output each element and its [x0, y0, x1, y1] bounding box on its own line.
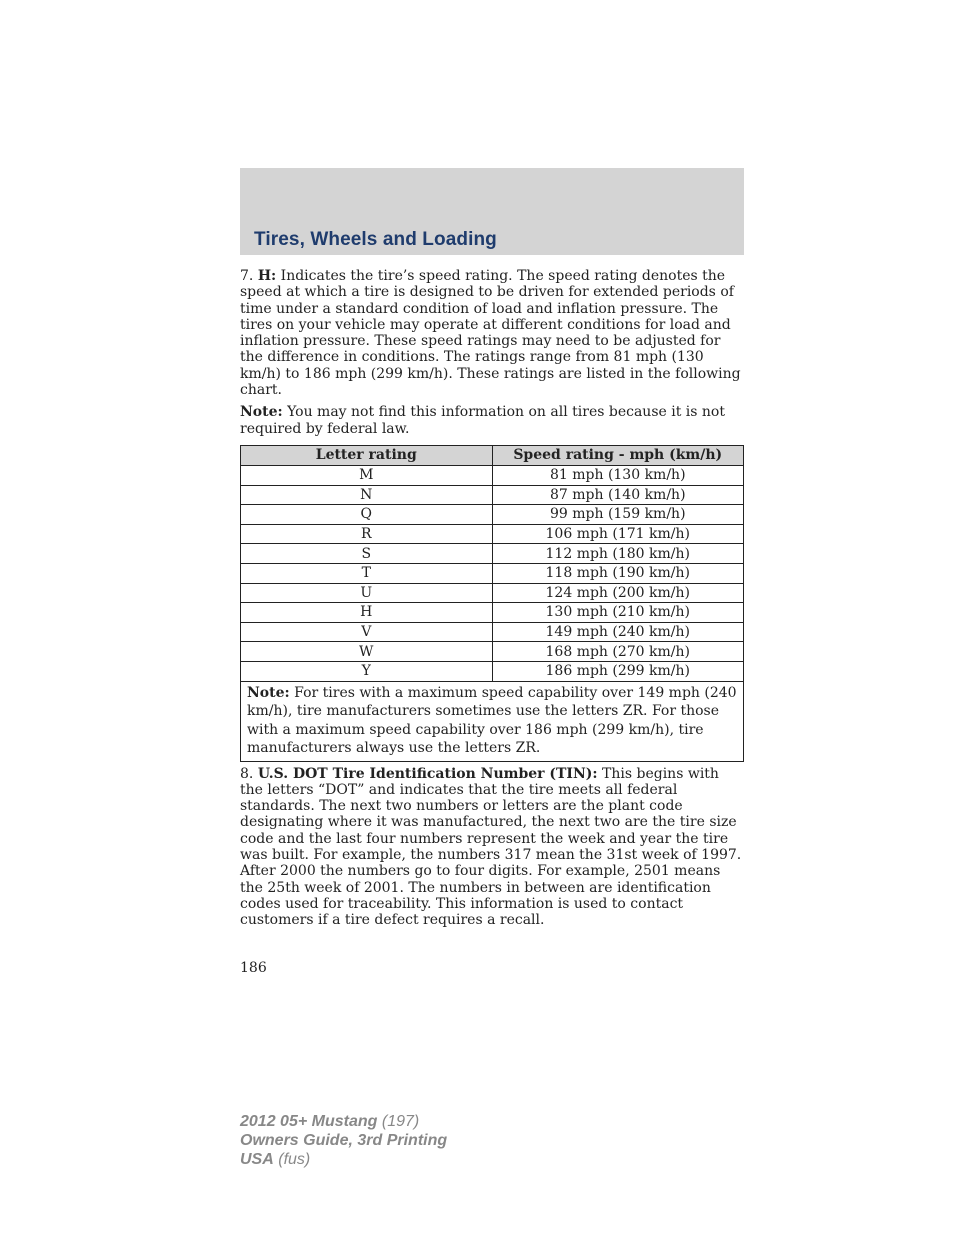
page-number: 186 [240, 960, 267, 976]
item-8-number: 8. [240, 765, 254, 782]
item-7-text: Indicates the tire’s speed rating. The speed rating denotes the speed at which a tire is designed to be driven for extended periods of time under a standard condition of load and inflation pressure. The tires on your vehicle may operate at different conditions for load and inflation pressure. These speed ratings may need to be adjusted for the difference in conditions. The ratings range from 81 mph (130 km/h) to 186 mph (299 km/h). These ratings are listed in the following chart. [240, 268, 741, 399]
section-title: Tires, Wheels and Loading [254, 229, 497, 250]
letter-cell: M [241, 465, 493, 485]
table-row [241, 642, 744, 662]
item-7-number: 7. [240, 268, 254, 284]
letter-cell: R [241, 524, 493, 544]
item-7-paragraph [240, 268, 744, 398]
speed-cell: 168 mph (270 km/h) [492, 642, 744, 662]
table-row [241, 465, 744, 485]
document-footer [240, 1112, 447, 1169]
table-row [241, 583, 744, 603]
speed-cell: 106 mph (171 km/h) [492, 524, 744, 544]
page-content [240, 268, 744, 934]
note-paragraph [240, 404, 744, 437]
table-row [241, 485, 744, 505]
table-row [241, 603, 744, 623]
speed-cell: 124 mph (200 km/h) [492, 583, 744, 603]
section-header-band [240, 168, 744, 255]
footer-model-code: (197) [381, 1113, 420, 1130]
footer-line-1 [240, 1112, 447, 1131]
footer-line-2 [240, 1131, 447, 1150]
speed-cell: 112 mph (180 km/h) [492, 544, 744, 564]
speed-cell: 130 mph (210 km/h) [492, 603, 744, 623]
table-note-text: For tires with a maximum speed capability over 149 mph (240 km/h), tire manufacturers sometimes use the letters ZR. For those with a maximum speed capability over 186 mph (299 km/h), tire manufacturers always use the letters ZR. [247, 684, 737, 756]
table-header-row [241, 445, 744, 465]
footer-market-code: (fus) [278, 1151, 311, 1168]
item-7-label: H: [257, 268, 277, 284]
letter-cell: Q [241, 505, 493, 525]
footer-market: USA [240, 1151, 274, 1168]
letter-cell: U [241, 583, 493, 603]
column-header-letter: Letter rating [241, 445, 493, 465]
speed-cell: 87 mph (140 km/h) [492, 485, 744, 505]
table-note-label: Note: [247, 684, 290, 701]
letter-cell: W [241, 642, 493, 662]
speed-cell: 118 mph (190 km/h) [492, 563, 744, 583]
speed-rating-table [240, 445, 744, 762]
letter-cell: N [241, 485, 493, 505]
letter-cell: Y [241, 661, 493, 681]
letter-cell: T [241, 563, 493, 583]
item-8-paragraph [240, 766, 744, 929]
column-header-speed: Speed rating - mph (km/h) [492, 445, 744, 465]
table-row [241, 622, 744, 642]
letter-cell: H [241, 603, 493, 623]
footer-model: 2012 05+ Mustang [240, 1113, 378, 1130]
speed-cell: 99 mph (159 km/h) [492, 505, 744, 525]
table-row [241, 524, 744, 544]
table-note-row [241, 681, 744, 761]
speed-cell: 149 mph (240 km/h) [492, 622, 744, 642]
note-text: You may not find this information on all tires because it is not required by federal law. [240, 404, 725, 437]
table-note-cell [241, 681, 744, 761]
note-label: Note: [240, 404, 283, 421]
item-8-text: This begins with the letters “DOT” and indicates that the tire meets all federal standards. The next two numbers or letters are the plant code designating where it was manufactured, the next two are the tire size code and the last four numbers represent the week and year the tire was built. For example, the numbers 317 mean the 31st week of 1997. After 2000 the numbers go to four digits. For example, 2501 means the 25th week of 2001. The numbers in between are identification codes used for traceability. This information is used to contact customers if a tire defect requires a recall. [240, 765, 742, 929]
letter-cell: S [241, 544, 493, 564]
item-8-label: U.S. DOT Tire Identification Number (TIN): [257, 765, 598, 782]
speed-cell: 186 mph (299 km/h) [492, 661, 744, 681]
table-row [241, 563, 744, 583]
table-row [241, 661, 744, 681]
footer-guide: Owners Guide, 3rd Printing [240, 1132, 448, 1149]
footer-line-3 [240, 1150, 447, 1169]
table-row [241, 505, 744, 525]
speed-cell: 81 mph (130 km/h) [492, 465, 744, 485]
letter-cell: V [241, 622, 493, 642]
table-row [241, 544, 744, 564]
